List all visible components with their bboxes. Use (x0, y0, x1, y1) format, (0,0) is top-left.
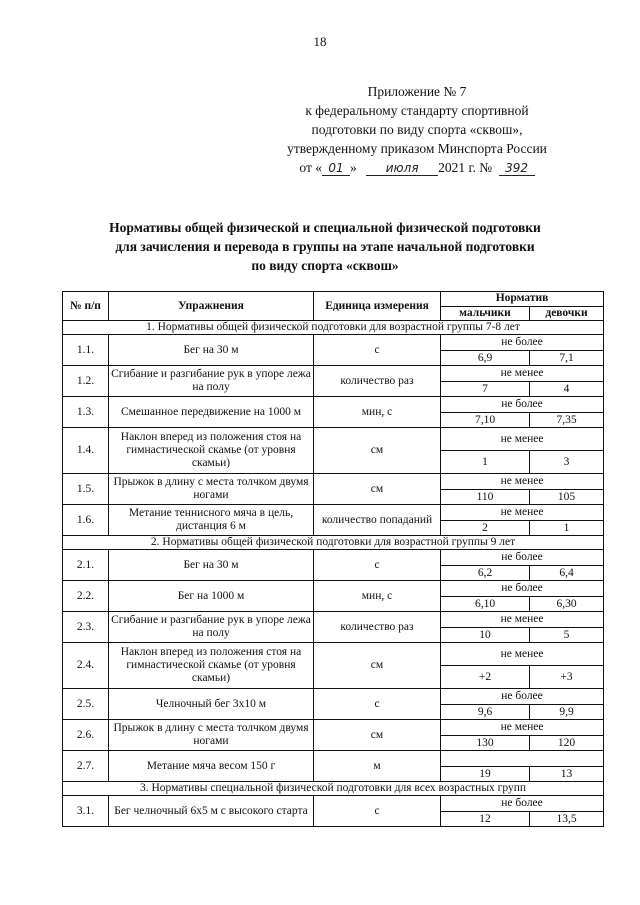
row-boys-value: 110 (441, 490, 530, 505)
appendix-date-line (252, 158, 582, 177)
header-girls: девочки (530, 306, 604, 321)
table-row (63, 550, 604, 566)
table-row (63, 689, 604, 705)
row-number: 1.2. (63, 366, 109, 397)
row-unit: см (314, 474, 441, 505)
row-boys-value: 7,10 (441, 413, 530, 428)
row-exercise: Бег на 30 м (109, 335, 314, 366)
header-boys: мальчики (441, 306, 530, 321)
row-number: 2.7. (63, 751, 109, 782)
appendix-line2: к федеральному стандарту спортивной (305, 103, 529, 118)
table-row (63, 751, 604, 767)
row-number: 1.4. (63, 428, 109, 474)
row-boys-value: 6,10 (441, 597, 530, 612)
row-exercise: Сгибание и разгибание рук в упоре лежа на полу (109, 612, 314, 643)
section-row (63, 782, 604, 796)
row-girls-value: 105 (530, 490, 604, 505)
document-title (60, 218, 590, 275)
row-condition (441, 751, 604, 767)
table-row (63, 335, 604, 351)
row-condition: не менее (441, 428, 604, 451)
row-number: 1.5. (63, 474, 109, 505)
row-exercise: Смешанное передвижение на 1000 м (109, 397, 314, 428)
row-girls-value: 7,1 (530, 351, 604, 366)
row-number: 2.1. (63, 550, 109, 581)
date-year: 2021 г. № (438, 160, 493, 175)
handwritten-day: 01 (322, 161, 350, 176)
row-boys-value: 9,6 (441, 705, 530, 720)
row-unit: мин, с (314, 397, 441, 428)
row-condition: не менее (441, 505, 604, 521)
row-girls-value: 9,9 (530, 705, 604, 720)
row-boys-value: 1 (441, 451, 530, 474)
appendix-line3: подготовки по виду спорта «сквош», (311, 122, 523, 137)
row-exercise: Метание теннисного мяча в цель, дистанция 6 м (109, 505, 314, 536)
row-number: 2.3. (63, 612, 109, 643)
row-exercise: Метание мяча весом 150 г (109, 751, 314, 782)
row-unit: с (314, 335, 441, 366)
table-row (63, 428, 604, 451)
row-boys-value: 19 (441, 767, 530, 782)
table-body (63, 321, 604, 827)
row-unit: см (314, 643, 441, 689)
row-boys-value: 6,9 (441, 351, 530, 366)
row-unit: с (314, 796, 441, 827)
appendix-line4: утвержденному приказом Минспорта России (287, 141, 547, 156)
handwritten-order-number: 392 (499, 161, 535, 176)
table-row (63, 612, 604, 628)
row-exercise: Прыжок в длину с места толчком двумя ногами (109, 720, 314, 751)
row-boys-value: 130 (441, 736, 530, 751)
row-condition: не менее (441, 720, 604, 736)
row-girls-value: 5 (530, 628, 604, 643)
table-row (63, 505, 604, 521)
row-unit: с (314, 550, 441, 581)
row-boys-value: 12 (441, 812, 530, 827)
date-prefix: от « (299, 160, 323, 175)
row-girls-value: 4 (530, 382, 604, 397)
appendix-line1: Приложение № 7 (367, 84, 467, 99)
row-girls-value: 6,4 (530, 566, 604, 581)
row-unit: количество раз (314, 612, 441, 643)
header-norm: Норматив (441, 292, 604, 307)
table-row (63, 474, 604, 490)
row-girls-value: 1 (530, 521, 604, 536)
table-row (63, 796, 604, 812)
row-exercise: Бег челночный 6x5 м с высокого старта (109, 796, 314, 827)
row-unit: см (314, 720, 441, 751)
row-condition: не более (441, 397, 604, 413)
table-row (63, 720, 604, 736)
row-girls-value: 13 (530, 767, 604, 782)
row-girls-value: 7,35 (530, 413, 604, 428)
row-girls-value: +3 (530, 666, 604, 689)
handwritten-month: июля (366, 161, 438, 176)
row-number: 1.1. (63, 335, 109, 366)
section-title: 3. Нормативы специальной физической подготовки для всех возрастных групп (63, 782, 604, 796)
row-unit: количество раз (314, 366, 441, 397)
row-boys-value: +2 (441, 666, 530, 689)
row-condition: не более (441, 550, 604, 566)
title-line2: для зачисления и перевода в группы на этапе начальной подготовки (115, 239, 535, 254)
row-condition: не менее (441, 612, 604, 628)
date-mid: » (350, 160, 357, 175)
row-boys-value: 7 (441, 382, 530, 397)
page-number: 18 (313, 34, 327, 49)
row-condition: не менее (441, 366, 604, 382)
row-number: 1.3. (63, 397, 109, 428)
section-title: 1. Нормативы общей физической подготовки для возрастной группы 7-8 лет (63, 321, 604, 335)
section-row (63, 321, 604, 335)
section-title: 2. Нормативы общей физической подготовки для возрастной группы 9 лет (63, 536, 604, 550)
row-condition: не более (441, 335, 604, 351)
row-condition: не более (441, 796, 604, 812)
row-unit: мин, с (314, 581, 441, 612)
row-exercise: Челночный бег 3x10 м (109, 689, 314, 720)
table-row (63, 366, 604, 382)
row-boys-value: 2 (441, 521, 530, 536)
row-girls-value: 120 (530, 736, 604, 751)
row-exercise: Прыжок в длину с места толчком двумя ногами (109, 474, 314, 505)
row-condition: не менее (441, 643, 604, 666)
appendix-block (252, 82, 582, 177)
row-number: 2.4. (63, 643, 109, 689)
row-number: 3.1. (63, 796, 109, 827)
title-line1: Нормативы общей физической и специальной физической подготовки (109, 220, 541, 235)
row-unit: м (314, 751, 441, 782)
row-number: 2.6. (63, 720, 109, 751)
row-exercise: Бег на 30 м (109, 550, 314, 581)
row-exercise: Сгибание и разгибание рук в упоре лежа на полу (109, 366, 314, 397)
row-condition: не более (441, 689, 604, 705)
row-girls-value: 6,30 (530, 597, 604, 612)
row-condition: не более (441, 581, 604, 597)
table-row (63, 397, 604, 413)
row-condition: не менее (441, 474, 604, 490)
section-row (63, 536, 604, 550)
table-row (63, 643, 604, 666)
row-number: 2.5. (63, 689, 109, 720)
row-girls-value: 13,5 (530, 812, 604, 827)
title-line3: по виду спорта «сквош» (251, 258, 399, 273)
row-unit: количество попаданий (314, 505, 441, 536)
row-exercise: Наклон вперед из положения стоя на гимнастической скамье (от уровня скамьи) (109, 643, 314, 689)
row-girls-value: 3 (530, 451, 604, 474)
header-exercise: Упражнения (109, 292, 314, 321)
row-unit: с (314, 689, 441, 720)
row-boys-value: 10 (441, 628, 530, 643)
table-row (63, 581, 604, 597)
row-unit: см (314, 428, 441, 474)
header-unit: Единица измерения (314, 292, 441, 321)
row-exercise: Наклон вперед из положения стоя на гимнастической скамье (от уровня скамьи) (109, 428, 314, 474)
row-exercise: Бег на 1000 м (109, 581, 314, 612)
row-number: 2.2. (63, 581, 109, 612)
norms-table (62, 291, 604, 827)
row-number: 1.6. (63, 505, 109, 536)
header-num: № п/п (63, 292, 109, 321)
row-boys-value: 6,2 (441, 566, 530, 581)
